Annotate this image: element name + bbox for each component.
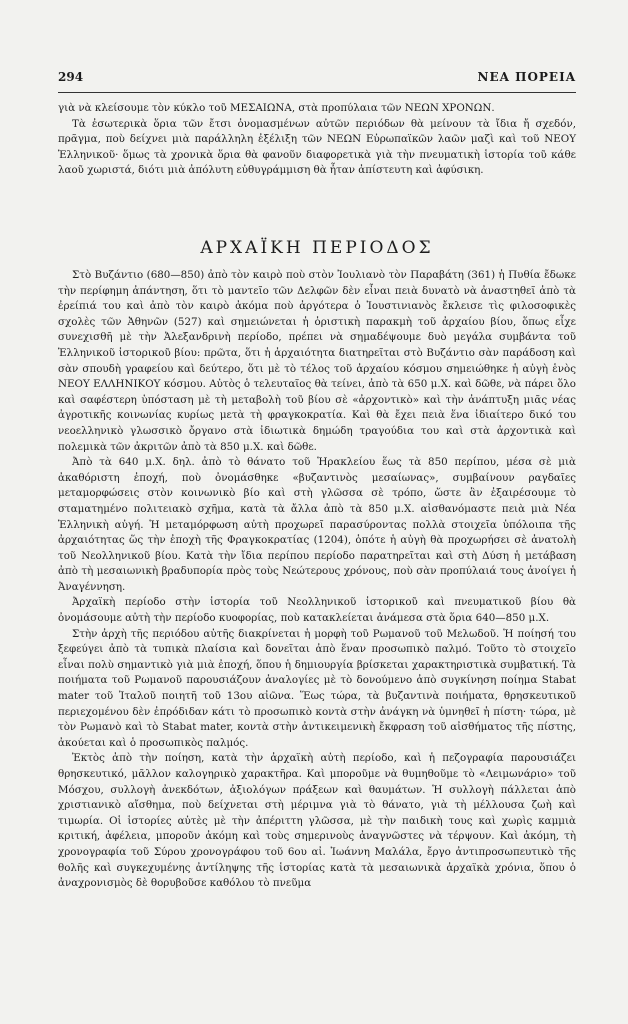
page-number: 294 <box>58 70 84 84</box>
section-paragraph-5: Ἐκτὸς ἀπὸ τὴν ποίηση, κατὰ τὴν ἀρχαϊκὴ αὐτὴ περίοδο, καὶ ἡ πεζογραφία παρουσιάζει θρησκευτικό, μᾶλλον καλογηρικὸ χαρακτῆρα. Καὶ μποροῦμε νὰ θυμηθοῦμε τὸ «Λειμωνάριο» τοῦ Μόσχου, συλλογὴ ἀνεκδότων, ἀξιολόγων πράξεων καὶ θαυμάτων. Ἡ συλλογὴ πάλλεται ἀπὸ χριστιανικὸ αἴσθημα, ποὺ δείχνεται στὴ μέριμνα γιὰ τὸ θάνατο, γιὰ τὴ μέλλουσα ζωὴ καὶ τιμωρία. Οἱ ἱστορίες αὐτὲς μὲ τὴν ἀπέριττη γλῶσσα, μὲ τὴν παιδικὴ τους καὶ χωρὶς καμμιὰ κριτική, ἀφέλεια, μποροῦν ἀκόμη καὶ τοὺς σημερινοὺς ἀναγνῶστες νὰ τέρψουν. Καὶ ἀκόμη, τὴ χρονογραφία τοῦ Σύρου χρονογράφου τοῦ 6ου αἰ. Ἰωάννη Μαλάλα, ἔργο ἀντιπροσωπευτικὸ τῆς θολῆς καὶ συγκεχυμένης ἀντίληψης τῆς ἱστορίας κατὰ τὰ μεσαιωνικὰ ἀρχαϊκὰ χρόνια, ὅπου ὁ ἀναχρονισμὸς δὲ θορυβοῦσε καθόλου τὸ πνεῦμα <box>58 752 576 890</box>
section-text <box>58 268 576 892</box>
intro-paragraph-2: Τὰ ἐσωτερικὰ ὅρια τῶν ἔτσι ὀνομασμένων αὐτῶν περιόδων θὰ μείνουν τὰ ἴδια ἤ σχεδόν, πρᾶγμα, ποὺ δείχνει μιὰ παράλληλη ἐξέλιξη τῶν ΝΕΩΝ Εὐρωπαϊκῶν λαῶν μαζὶ καὶ τοῦ ΝΕΟΥ Ἑλληνικοῦ· ὅμως τὰ χρονικὰ ὅρια θὰ φανοῦν διαφορετικὰ γιὰ τὴν πνευματικὴ ἱστορία τοῦ κάθε λαοῦ χωριστά, διότι μιὰ ἀπόλυτη εὐθυγράμμιση θὰ ἦταν ἀπίστευτη καὶ ἀφύσικη. <box>58 117 576 177</box>
section-paragraph-1: Στὸ Βυζάντιο (680—850) ἀπὸ τὸν καιρὸ ποὺ στὸν Ἰουλιανὸ τὸν Παραβάτη (361) ἡ Πυθία ἔδωκε τὴν περίφημη ἀπάντηση, ὅτι τὸ μαντεῖο τῶν Δελφῶν δὲν εἶναι πειὰ δυνατὸ νὰ ἀναστηθεῖ ἀπὸ τὰ ἐρείπιά του καὶ ἀπὸ τὸν καιρὸ ἀκόμα ποὺ ἀργότερα ὁ Ἰουστινιανὸς ἔκλεισε τὶς φιλοσοφικὲς σχολὲς τῶν Ἀθηνῶν (527) καὶ σημειώνεται ἡ ὁριστικὴ παρακμὴ τοῦ ἀρχαίου βίου, ὅπως εἶχε συνεχισθῆ μὲ τὴν Ἀλεξανδρινὴ περίοδο, πρέπει νὰ σημαδέψουμε δυὸ μεγάλα συμβάντα τοῦ Ἑλληνικοῦ ἱστορικοῦ βίου: πρῶτα, ὅτι ἡ ἀρχαιότητα διατηρεῖται στὸ Βυζάντιο σὰν παράδοση καὶ σὰν σπουδὴ γραφείου καὶ δεύτερο, ὅτι μὲ τὸ τέλος τοῦ ἀρχαίου κόσμου σημειώθηκε ἡ αὐγὴ ἑνὸς ΝΕΟΥ ΕΛΛΗΝΙΚΟΥ κόσμου. Αὐτὸς ὁ τελευταῖος θὰ τείνει, ἀπὸ τὰ 650 μ.Χ. καὶ δῶθε, νὰ πάρει ὅλο καὶ σαφέστερη ὑπόσταση μὲ τὴ μεταβολὴ τοῦ βίου σὲ «ἀρχοντικὸ» καὶ τὴν ἀνάπτυξη μιᾶς νέας ἀγροτικῆς κοινωνίας κυρίως μετὰ τὴ φραγκοκρατία. Καὶ θὰ ἔχει πειὰ ἕνα ἰδιαίτερο δικό του νεοελληνικὸ γλωσσικὸ ὄργανο στὰ ἰδιωτικὰ δημώδη τραγούδια του καὶ στὰ ἀρχοντικὰ καὶ πολεμικὰ τῶν ἀκριτῶν ἀπὸ τὰ 850 μ.Χ. καὶ δῶθε. <box>58 269 576 453</box>
section-paragraph-2: Ἀπὸ τὰ 640 μ.Χ. δηλ. ἀπὸ τὸ θάνατο τοῦ Ἡρακλείου ἕως τὰ 850 περίπου, μέσα σὲ μιὰ ἀκαθόριστη ἐποχή, ποὺ ὀνομάσθηκε «βυζαντινὸς μεσαίωνας», συμβαίνουν ραγδαῖες μεταμορφώσεις στὸν κοινωνικὸ βίο καὶ στὴ γλῶσσα σὲ τρόπο, ὥστε ἂν ἐξαιρέσουμε τὸ σταματημένο πολιτειακὸ σχῆμα, κατὰ τὰ ἄλλα ἀπὸ τὰ 850 μ.Χ. αἰσθανόμαστε πειὰ μιὰ Νέα Ἑλληνικὴ αὐγή. Ἡ μεταμόρφωση αὐτὴ προχωρεῖ παρασύροντας πολλὰ στοιχεῖα ὑπόλοιπα τῆς ἀρχαιότητας ὥς τὴν ἐποχὴ τῆς Φραγκοκρατίας (1204), ὁπότε ἡ αὐγὴ θὰ προχωρήσει σὲ ἀνατολὴ τοῦ Νεολληνικοῦ βίου. Κατὰ τὴν ἴδια περίπου περίοδο παρατηρεῖται καὶ στὴ Δύση ἡ μετάβαση ἀπὸ τὴ μεσαιωνικὴ βραδυπορία πρὸς τοὺς Νεώτερους χρόνους, ποὺ σὰν προπύλαιά τους ἀνοίγει ἡ Ἀναγέννηση. <box>58 456 576 593</box>
section-heading: ΑΡΧΑΪΚΗ ΠΕΡΙΟΔΟΣ <box>200 238 434 258</box>
intro-paragraph-1: γιὰ νὰ κλείσουμε τὸν κύκλο τοῦ ΜΕΣΑΙΩΝΑ, στὰ προπύλαια τῶν ΝΕΩΝ ΧΡΟΝΩΝ. <box>58 102 495 114</box>
header-rule <box>58 92 576 93</box>
section-paragraph-4: Στὴν ἀρχὴ τῆς περιόδου αὐτῆς διακρίνεται ἡ μορφὴ τοῦ Ρωμανοῦ τοῦ Μελωδοῦ. Ἡ ποίησή του ξεφεύγει ἀπὸ τὰ τυπικὰ πλαίσια καὶ δονεῖται ἀπὸ ἕναν προσωπικὸ παλμό. Τοῦτο τὸ στοιχεῖο εἶναι πολὺ σημαντικὸ γιὰ μιὰ ἐποχή, ὅπου ἡ δημιουργία βρίσκεται χαρακτηριστικὰ συμβατική. Τὰ ποιήματα τοῦ Ρωμανοῦ παρουσιάζουν ἀναλογίες μὲ τὸ δονούμενο ἀπὸ συγκίνηση ποίημα Stabat mater τοῦ Ἰταλοῦ ποιητῆ τοῦ 13ου αἰῶνα. Ἕως τώρα, τὰ βυζαντινὰ ποιήματα, θρησκευτικοῦ περιεχομένου δὲν ἐπρόδιδαν κάτι τὸ προσωπικὸ κοντὰ στὴν ἀνάγκη νὰ ὑμνηθεῖ ἡ πίστη· τώρα, μὲ τὸν Ρωμανὸ καὶ τὸ Stabat mater, κοντὰ στὴν ἀντικειμενικὴ ἔκφραση τοῦ αἰσθήματος τῆς πίστης, ἀκούεται καὶ ὁ προσωπικὸς παλμός. <box>58 627 576 749</box>
section-paragraph-3: Ἀρχαϊκὴ περίοδο στὴν ἱστορία τοῦ Νεολληνικοῦ ἱστορικοῦ καὶ πνευματικοῦ βίου θὰ ὀνομάσουμε αὐτὴ τὴν περίοδο κυοφορίας, ποὺ κατακλείεται ἀνάμεσα στὰ ὅρια 640—850 μ.Χ. <box>58 596 576 625</box>
journal-title: ΝΕΑ ΠΟΡΕΙΑ <box>477 70 576 84</box>
running-header <box>58 70 576 88</box>
intro-text <box>58 101 576 179</box>
